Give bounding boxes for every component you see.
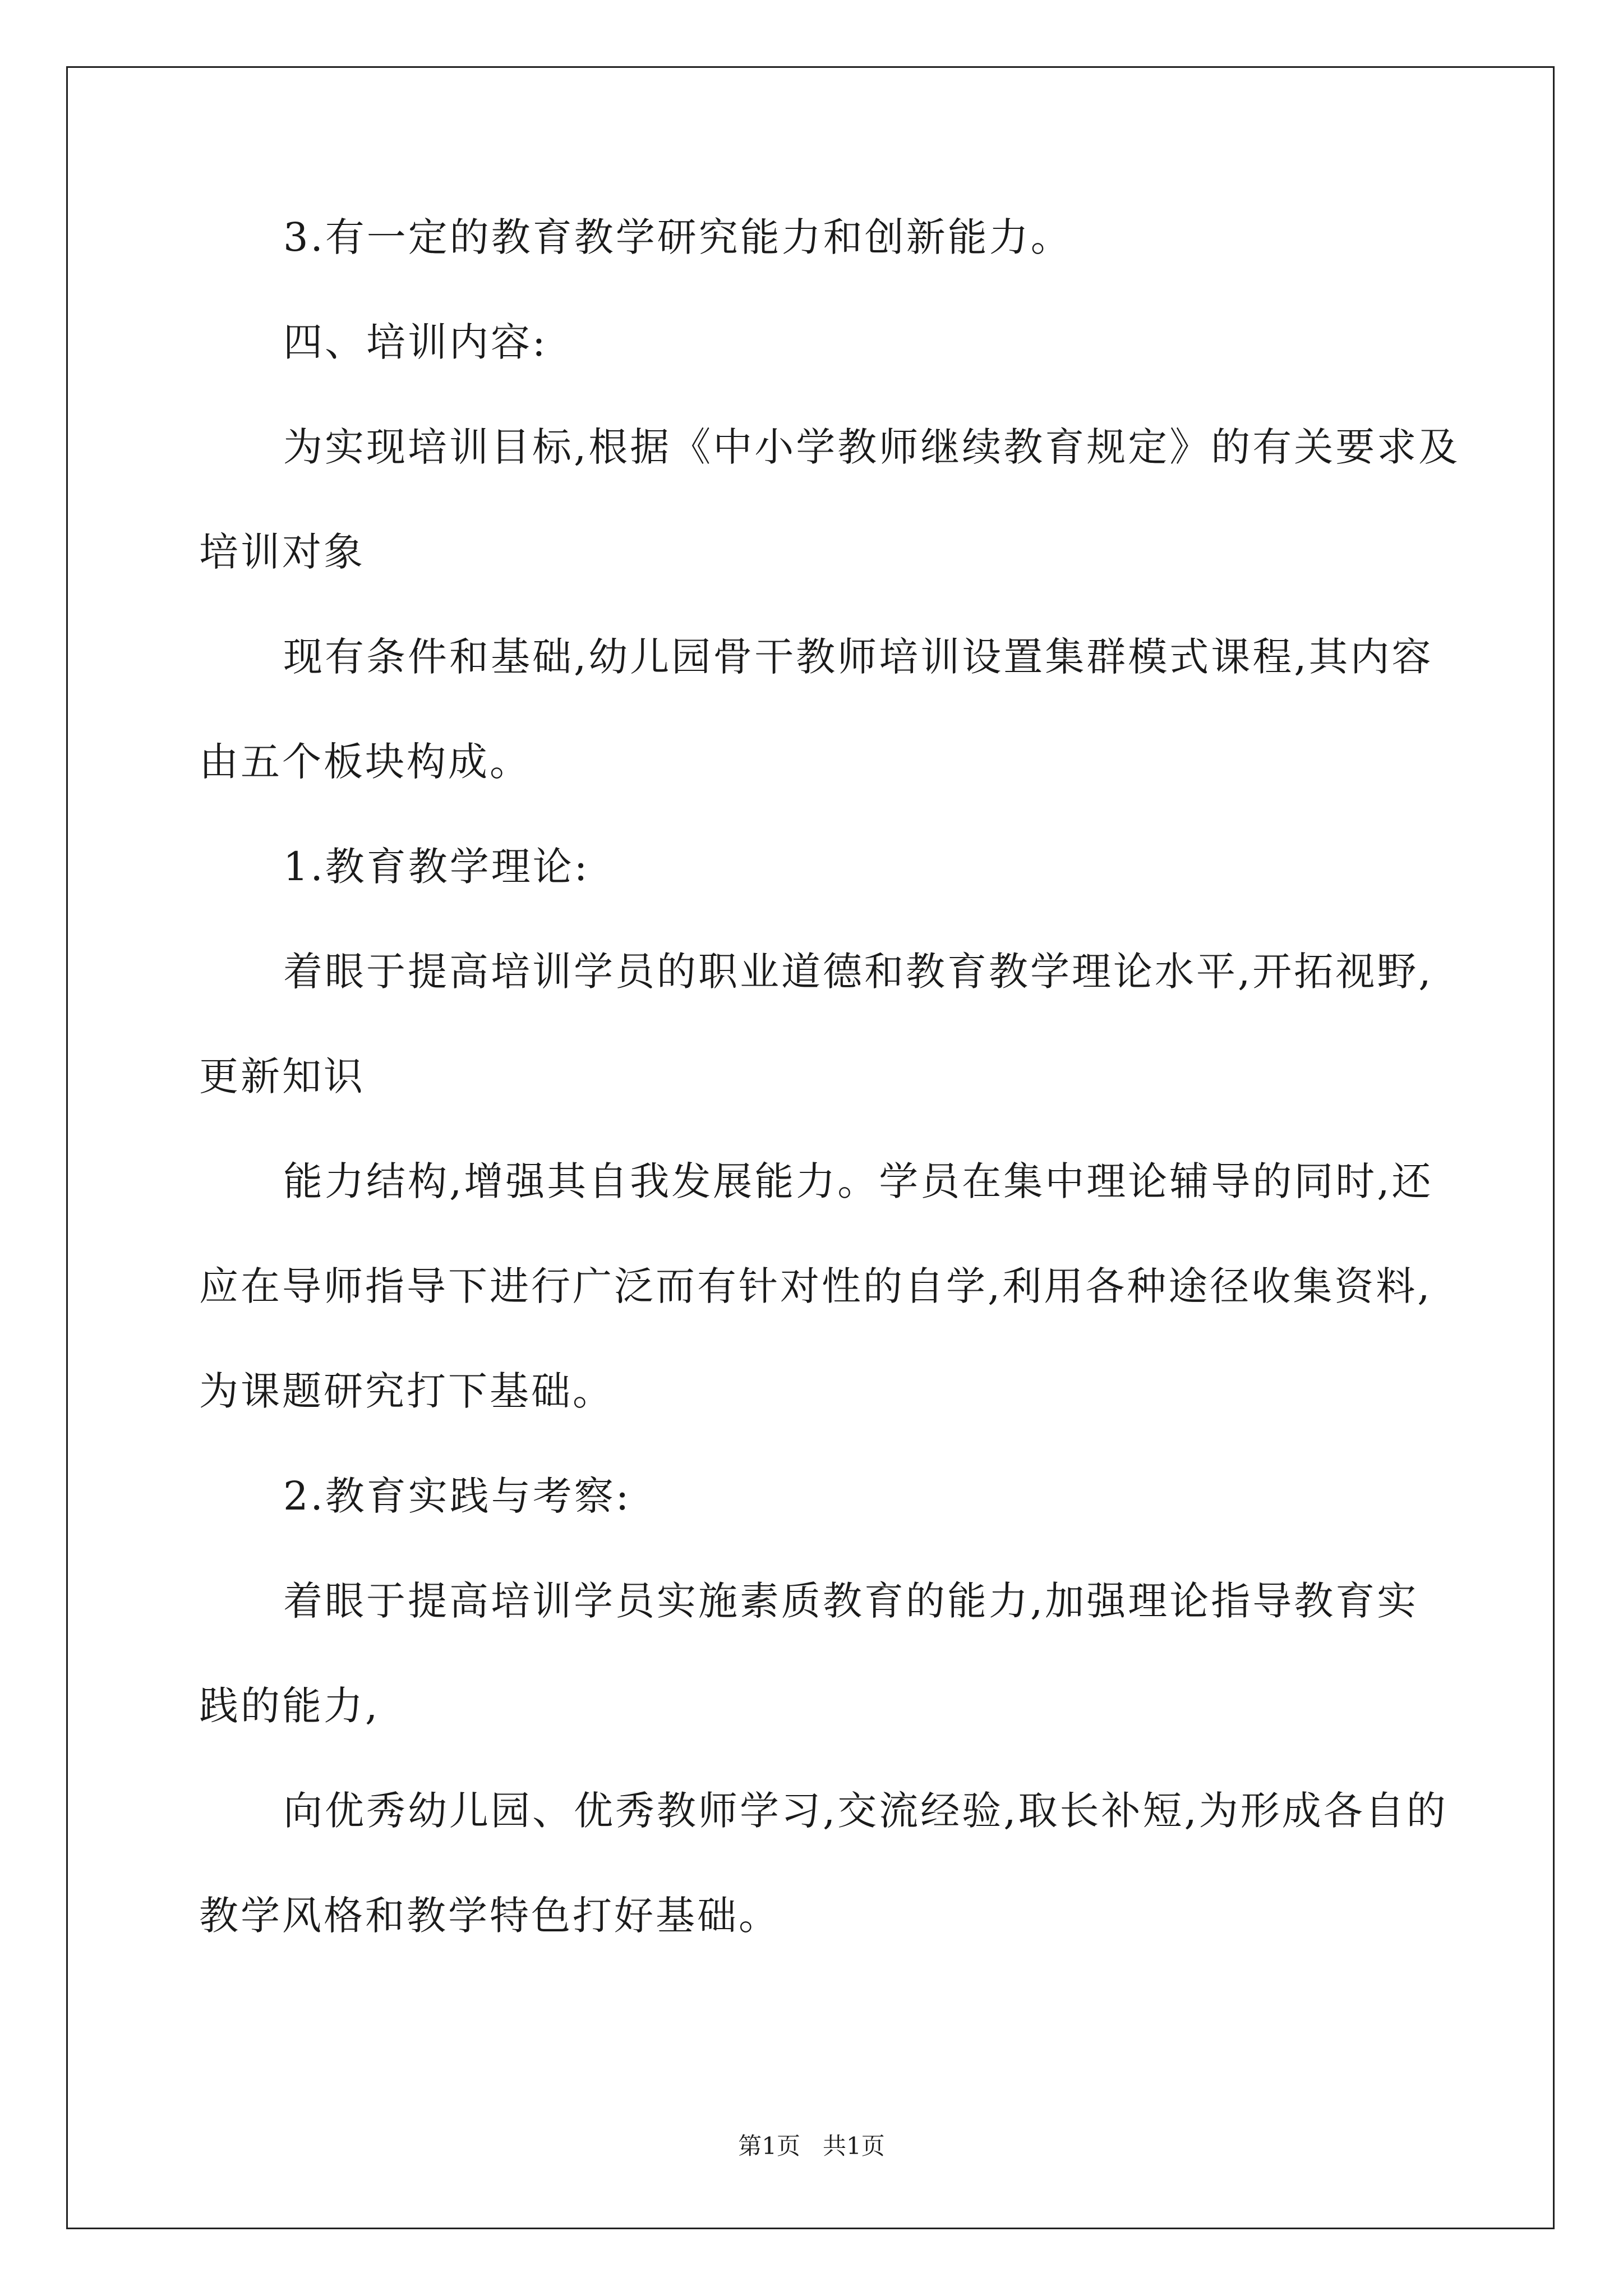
- text-line: 能力结构,增强其自我发展能力。学员在集中理论辅导的同时,还: [283, 1158, 1433, 1204]
- text-line: 应在导师指导下进行广泛而有针对性的自学,利用各种途径收集资料,: [199, 1263, 1432, 1309]
- text-line: 由五个板块构成。: [199, 739, 531, 785]
- text-line: 着眼于提高培训学员实施素质教育的能力,加强理论指导教育实: [283, 1578, 1419, 1624]
- text-line: 现有条件和基础,幼儿园骨干教师培训设置集群模式课程,其内容: [283, 634, 1433, 680]
- text-line: 2.教育实践与考察:: [283, 1473, 631, 1519]
- text-line: 为实现培训目标,根据《中小学教师继续教育规定》的有关要求及: [283, 424, 1460, 470]
- text-line: 践的能力,: [199, 1683, 380, 1729]
- text-line: 教学风格和教学特色打好基础。: [199, 1893, 780, 1939]
- text-line: 1.教育教学理论:: [283, 844, 590, 890]
- text-line: 为课题研究打下基础。: [199, 1368, 614, 1414]
- text-line: 培训对象: [199, 529, 365, 575]
- text-line: 更新知识: [199, 1053, 365, 1099]
- text-line: 3.有一定的教育教学研究能力和创新能力。: [283, 214, 1072, 260]
- text-line: 着眼于提高培训学员的职业道德和教育教学理论水平,开拓视野,: [283, 949, 1433, 995]
- text-line: 四、培训内容:: [283, 319, 548, 365]
- page-number-footer: 第1页 共1页: [738, 2132, 885, 2160]
- text-line: 向优秀幼儿园、优秀教师学习,交流经验,取长补短,为形成各自的: [283, 1788, 1448, 1834]
